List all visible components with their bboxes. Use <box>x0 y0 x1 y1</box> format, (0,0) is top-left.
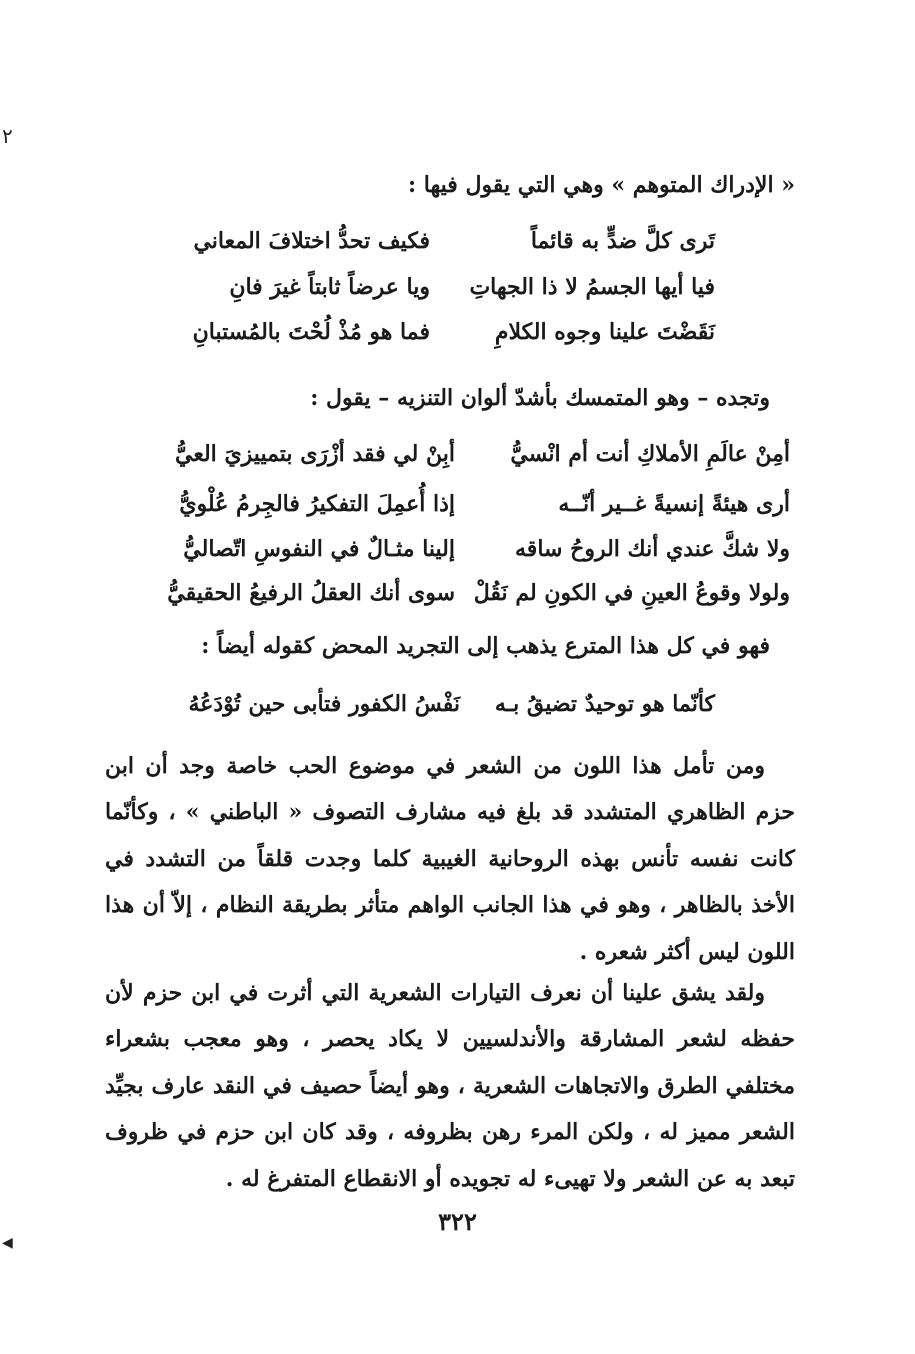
paragraph-2: ولقد يشق علينا أن نعرف التيارات الشعرية التي أثرت في ابن حزم لأن حفظه لشعر المشارقة والأندلسيين لا يكاد يحصر ، وهو معجب بشعراء مختلفي الطرق والاتجاهات الشعرية ، وهو أيضاً حصيف في النقد عارف بجيِّد الشعر مميز له ، ولكن المرء رهن بظروفه ، وقد كان ابن حزم في ظروف تبعد به عن الشعر ولا تهيىء له تجويده أو الانقطاع المتفرغ له . <box>105 980 795 1192</box>
poem-2-line-3-right: ولا شكَّ عندي أنك الروحُ ساقه <box>515 536 790 562</box>
poem-1-line-3-left: فما هو مُذْ لُحْتَ بالمُستبانِ <box>192 319 430 345</box>
margin-mark: ٢ <box>2 124 13 148</box>
transition-line: وتجده – وهو المتمسك بأشدّ ألوان التنزيه – يقول : <box>310 385 770 411</box>
page-number: ٣٢٢ <box>438 1207 477 1236</box>
poem-1-line-1-left: فكيف تحدُّ اختلافَ المعاني <box>193 228 430 254</box>
poem-1-line-2-right: فيا أيها الجسمُ لا ذا الجهاتِ <box>469 274 715 300</box>
poem-1-line-2-left: ويا عرضاً ثابتاً غيرَ فانِ <box>229 274 430 300</box>
poem-2-line-1-right: أمِنْ عالَمِ الأملاكِ أنت أم انْسيُّ <box>510 441 790 467</box>
poem-2-line-2-left: إذا أُعمِلَ التفكيرُ فالجِرمُ عُلْويُّ <box>179 491 455 517</box>
single-verse-left: نَفْسُ الكفور فتأبى حين تُوْدَعُهُ <box>188 691 460 717</box>
poem-1-line-3-right: نَقَضْتَ علينا وجوه الكلامِ <box>494 319 715 345</box>
paragraph-1: ومن تأمل هذا اللون من الشعر في موضوع الحب خاصة وجد أن ابن حزم الظاهري المتشدد قد بلغ فيه مشارف التصوف « الباطني » ، وكأنّما كانت نفسه تأنس بهذه الروحانية الغيبية كلما وجدت قلقاً من التشدد في الأخذ بالظاهر ، وهو في هذا الجانب الواهم متأثر بطريقة النظام ، إلاّ أن هذا اللون ليس أكثر شعره . <box>105 753 795 965</box>
poem-1-line-1-right: تَرى كلَّ ضدٍّ به قائماً <box>530 228 715 254</box>
poem-2-line-4-left: سوى أنك العقلُ الرفيعُ الحقيقيُّ <box>167 580 455 606</box>
poem-2-line-2-right: أرى هيئةً إنسيةً غــير أنّــه <box>558 491 790 517</box>
poem-2-line-1-left: أبِنْ لي فقد أزْرَى بتمييزيَ العيُّ <box>175 441 455 467</box>
margin-arrow-mark: ◀ <box>2 1235 13 1251</box>
poem-2-line-3-left: إلينا مثـالٌ في النفوسِ اتّصاليُّ <box>183 536 455 562</box>
poem-2-line-4-right: ولولا وقوعُ العينِ في الكونِ لم نَقُلْ <box>473 580 790 606</box>
intro-line: « الإدراك المتوهم » وهي التي يقول فيها : <box>408 172 795 198</box>
single-verse-right: كأنّما هو توحيدٌ تضيقُ بـه <box>494 691 715 717</box>
abstraction-line: فهو في كل هذا المترع يذهب إلى التجريد المحض كقوله أيضاً : <box>201 633 770 659</box>
